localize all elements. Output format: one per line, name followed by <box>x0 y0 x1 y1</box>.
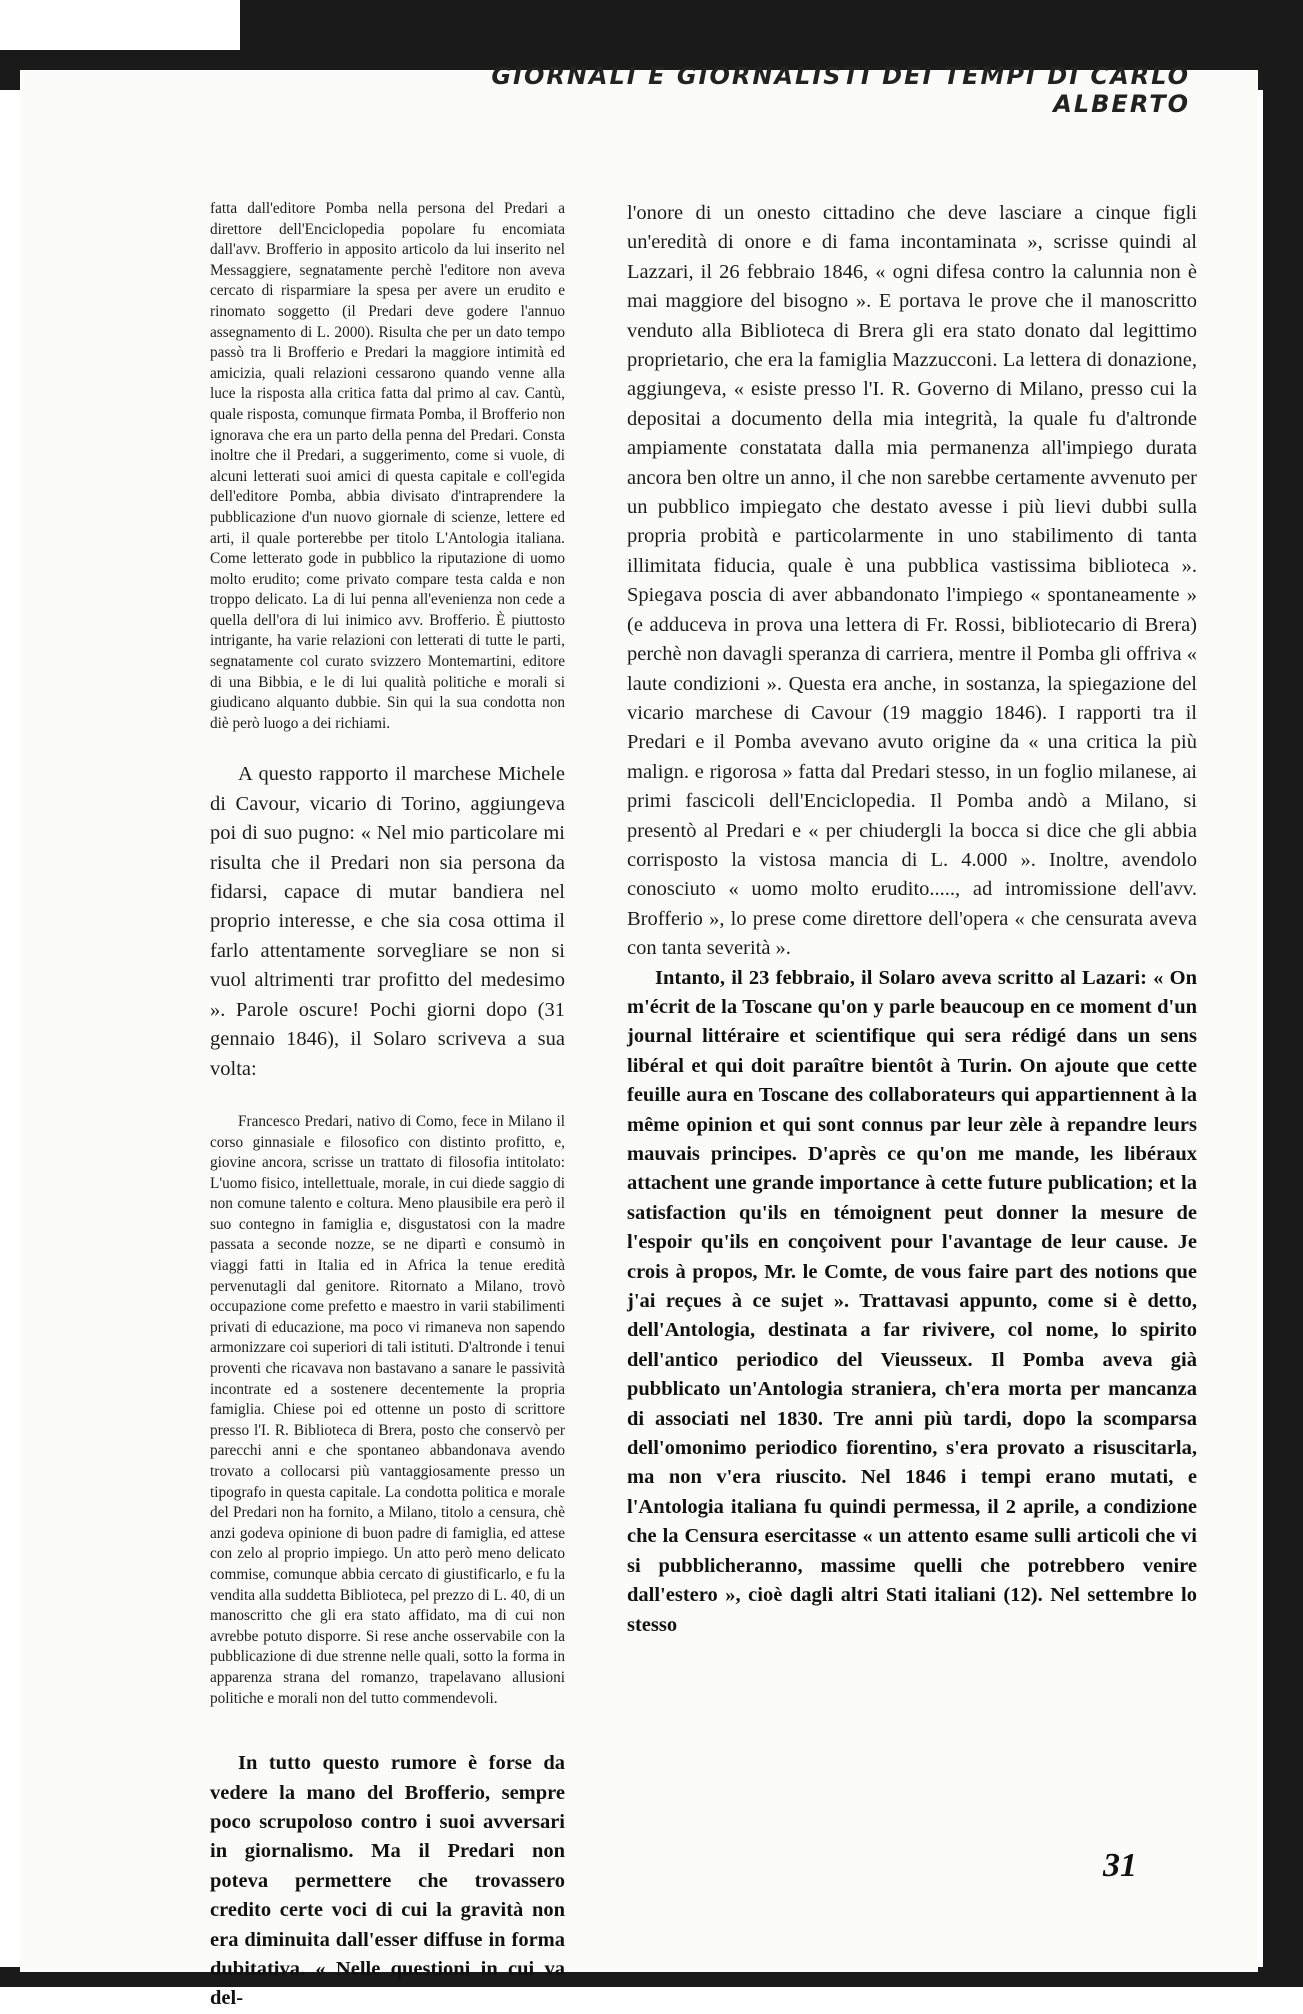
predari-defense-paragraph: l'onore di un onesto cittadino che deve lasciare a cinque figli un'eredità di onore e di fama incontaminata », scrisse quindi al Lazzari, il 26 febbraio 1846, « ogni difesa contro la calunnia non è mai maggiore del bisogno ». E portava le prove che il manoscritto venduto alla Biblioteca di Brera gli era stato donato dal legittimo proprietario, che era la famiglia Mazzucconi. La lettera di donazione, aggiungeva, « esiste presso l'I. R. Governo di Milano, presso cui la depositai a documento della mia integrità, la quale fu d'altronde ampiamente constatata dalla mia permanenza all'impiego durata ancora ben oltre un anno, il che non sarebbe certamente avvenuto per un pubblico impiegato che destato avesse i più lievi dubbi sulla propria probità e particolarmente in uno stabilimento di tanta illimitata fiducia, quale è una pubblica vastissima biblioteca ». Spiegava poscia di aver abbandonato l'impiego « spontaneamente » (e adduceva in prova una lettera di Fr. Rossi, bibliotecario di Brera) perchè non davagli speranza di carriera, mentre il Pomba gli offriva « laute condizioni ». Questa era anche, in sostanza, la spiegazione del vicario marchese di Cavour (19 maggio 1846). I rapporti tra il Predari e il Pomba avevano avuto origine da « una critica la più malign. e rigorosa » fatta dal Predari stesso, in un foglio milanese, ai primi fascicoli dell'Enciclopedia. Il Pomba andò a Milano, si presentò al Predari e « per chiudergli la bocca si dice che gli abbia corrisposto la vistosa mancia di L. 4.000 ». Inoltre, avendolo conosciuto « uomo molto erudito....., ad intromissione dell'avv. Brofferio », lo prese come direttore dell'opera « che censurata aveva con tanta severità ». <box>627 202 1197 960</box>
page-number: 31 <box>1103 1847 1137 1884</box>
solaro-report-paragraph: Francesco Predari, nativo di Como, fece in Milano il corso ginnasiale e filosofico con distinto profitto, e, giovine ancora, scrisse un trattato di filosofia intitolato: L'uomo fisico, intellettuale, morale, in cui diede saggio di non comune talento e coltura. Meno plausibile era però il suo contegno in famiglia e, disgustatosi con la madre passata a seconde nozze, se ne dipartì e consumò in viaggi fatti in Italia ed in Africa la tenue eredità pervenutagli dal genitore. Ritornato a Milano, trovò occupazione come prefetto e maestro in varii stabilimenti privati di educazione, ma poco vi rimaneva non sapendo armonizzare coi superiori di tali istituti. D'altronde i tenui proventi che ricavava non bastavano a sanare le passività incontrate ed a sostenere decentemente la propria famiglia. Chiese poi ed ottenne un posto di scrittore presso l'I. R. Biblioteca di Brera, posto che conservò per parecchi anni e che spontaneo abbandonava avendo trovato a collocarsi più vantaggiosamente presso un tipografo in questa capitale. La condotta politica e morale del Predari non ha fornito, a Milano, titolo a censura, chè anzi godeva opinione di buon padre di famiglia, ed attese con zelo al proprio impiego. Un atto però meno delicato commise, comunque abbia cercato di giustificarlo, e fu la vendita alla suddetta Biblioteca, pel prezzo di L. 40, di un manoscritto che gli era stato affidato, ma di cui non avrebbe potuto disporre. Si rese anche osservabile con la pubblicazione di due strenne nelle quali, sotto la forma in apparenza strana del romanzo, trapelavano allusioni politiche e morali non del tutto commendevoli. <box>210 1112 565 1707</box>
cavour-paragraph: A questo rapporto il marchese Michele di Cavour, vicario di Torino, aggiungeva poi di suo pugno: « Nel mio particolare mi risulta che il Predari non sia persona da fidarsi, capace di mutar bandiera nel proprio interesse, e che sia cosa ottima il farlo attentamente sorvegliare se non si vuol altrimenti trar profitto del medesimo ». Parole oscure! Pochi giorni dopo (31 gennaio 1846), il Solaro scriveva a sua volta: <box>210 763 565 1080</box>
right-column <box>627 199 1197 1640</box>
running-header: GIORNALI E GIORNALISTI DEI TEMPI DI CARLO ALBERTO <box>491 62 1190 118</box>
brofferio-paragraph: In tutto questo rumore è forse da vedere la mano del Brofferio, sempre poco scrupoloso contro i suoi avversari in giornalismo. Ma il Predari non poteva permettere che trovassero credito certe voci di cui la gravità non era diminuita dall'esser diffuse in forma dubitativa. « Nelle questioni in cui va del- <box>210 1752 565 2010</box>
scan-border-notch <box>0 0 240 50</box>
report-quote-paragraph: fatta dall'editore Pomba nella persona del Predari a direttore dell'Enciclopedia popolare fu encomiata dall'avv. Brofferio in apposito articolo da lui inserito nel Messaggiere, segnatamente perchè l'editore non aveva cercato di risparmiare la spesa per avere un erudito e rinomato soggetto (il Predari deve godere l'annuo assegnamento di L. 2000). Risulta che per un dato tempo passò tra li Brofferio e Predari la maggiore intimità ed amicizia, quali relazioni cessarono quando venne alla luce la risposta alla critica fatta dal primo al cav. Cantù, quale risposta, comunque firmata Pomba, il Brofferio non ignorava che era un parto della penna del Predari. Consta inoltre che il Predari, a suggerimento, come si vuole, di alcuni letterati suoi amici di questa capitale e coll'egida dell'editore Pomba, abbia divisato d'intraprendere la pubblicazione d'un nuovo giornale di scienze, lettere ed arti, il quale porterebbe per titolo L'Antologia italiana. Come letterato gode in pubblico la riputazione di uomo molto erudito; come privato compare testa calda e non troppo delicato. La di lui penna all'evenienza non cede a quella dell'ora di lui inimico avv. Brofferio. È piuttosto intrigante, ha varie relazioni con letterati di tutte le parti, segnatamente col curato svizzero Montemartini, editore di una Bibbia, e le di lui qualità politiche e morali si giudicano alquanto dubbie. Sin qui la sua condotta non diè però luogo a dei richiami. <box>210 200 565 732</box>
scan-border-right <box>1263 0 1303 1987</box>
antologia-paragraph: Intanto, il 23 febbraio, il Solaro aveva scritto al Lazari: « On m'écrit de la Toscane qu'on y parle beaucoup en ce moment d'un journal littéraire et scientifique qui sera rédigé dans un sens libéral et qui doit paraître bientôt à Turin. On ajoute que cette feuille aura en Toscane des collaborateurs qui appartiennent à la même opinion et qui sont connus par leur zèle à repandre leurs mauvais principes. D'après ce qu'on me mande, les libéraux attachent une grande importance à cette future publication; et la satisfaction qu'ils en témoignent peut donner la mesure de l'espoir qu'ils en conçoivent pour l'avantage de leur cause. Je crois à propos, Mr. le Comte, de vous faire part des notions que j'ai reçues à ce sujet ». Trattavasi appunto, come si è detto, dell'Antologia, destinata a far rivivere, col nome, lo spirito dell'antico periodico del Vieusseux. Il Pomba aveva già pubblicato un'Antologia straniera, ch'era morta per mancanza di associati nel 1830. Tre anni più tardi, dopo la scomparsa dell'omonimo periodico fiorentino, s'era provato a risuscitarla, ma non v'era riuscito. Nel 1846 i tempi erano mutati, e l'Antologia italiana fu quindi permessa, il 2 aprile, a condizione che la Censura esercitasse « un attento esame sulli articoli che vi si pubblicheranno, massime quelli che potrebbero venire dall'estero », cioè dagli altri Stati italiani (12). Nel settembre lo stesso <box>627 966 1197 1636</box>
left-column <box>210 199 565 2014</box>
